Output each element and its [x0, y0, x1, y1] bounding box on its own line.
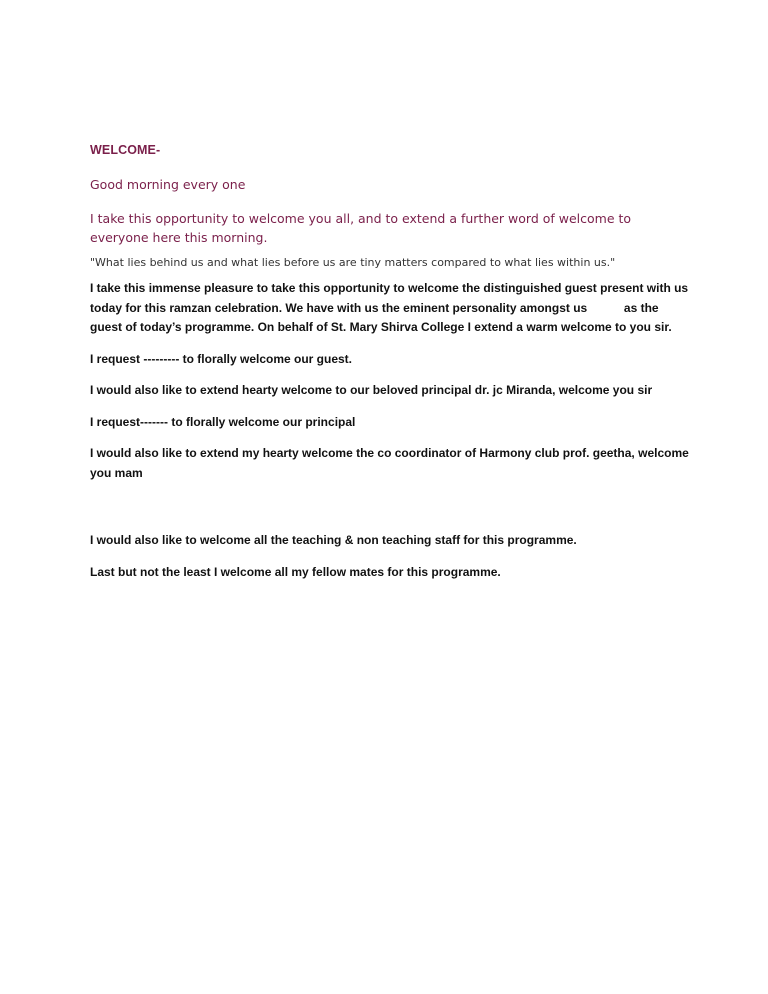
greeting-line: Good morning every one	[90, 177, 246, 192]
blank-space	[90, 495, 690, 531]
document-heading: WELCOME-	[90, 143, 161, 157]
paragraph-fellow-mates: Last but not the least I welcome all my fellow mates for this programme.	[90, 564, 501, 579]
paragraph-coordinator-welcome: I would also like to extend my hearty welcome the co coordinator of Harmony club prof. geetha, welcome you mam	[90, 446, 689, 480]
paragraph-principal-welcome: I would also like to extend hearty welcome to our beloved principal dr. jc Miranda, welcome you sir	[90, 383, 653, 397]
document-body	[90, 143, 690, 594]
quote-line: "What lies behind us and what lies before us are tiny matters compared to what lies within us."	[90, 256, 616, 269]
paragraph-guest-welcome: I take this immense pleasure to take this opportunity to welcome the distinguished guest present with us today for this ramzan celebration. We have with us the eminent personality amongst us as the guest of today’s programme. On behalf of St. Mary Shirva College I extend a warm welcome to you sir.	[90, 281, 692, 334]
paragraph-request-guest: I request --------- to florally welcome our guest.	[90, 351, 353, 366]
paragraph-request-principal: I request------- to florally welcome our principal	[90, 414, 356, 429]
paragraph-staff-welcome: I would also like to welcome all the teaching & non teaching staff for this programme.	[90, 533, 577, 547]
intro-paragraph: I take this opportunity to welcome you all, and to extend a further word of welcome to everyone here this morning.	[90, 211, 632, 245]
